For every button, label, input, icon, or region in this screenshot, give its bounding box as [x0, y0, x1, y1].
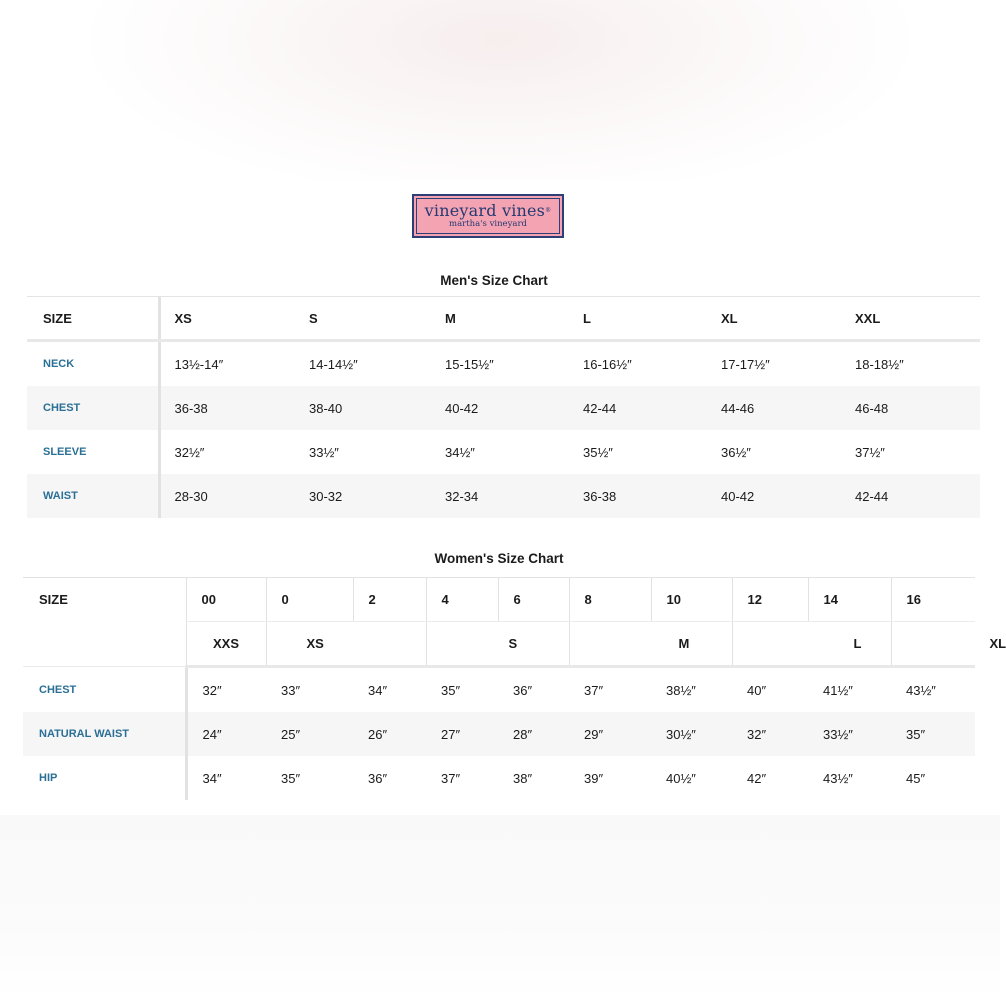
row-label: WAIST [27, 474, 159, 518]
womens-size-chart-title: Women's Size Chart [434, 551, 564, 566]
cell: 25″ [266, 712, 353, 756]
cell: 34″ [186, 756, 266, 800]
cell: 40-42 [707, 474, 841, 518]
cell: 37″ [441, 770, 461, 786]
womens-size-label: SIZE [23, 578, 186, 667]
cell: 27″ [426, 712, 498, 756]
cell: 30-32 [295, 474, 431, 518]
cell: 33½″ [808, 712, 891, 756]
mens-row-sleeve [27, 430, 980, 474]
womens-letter-xl: XL [891, 622, 975, 667]
row-label: CHEST [27, 386, 159, 430]
cell: 40″ [747, 682, 767, 698]
womens-size-16: 16 [891, 578, 975, 622]
cell: 29″ [569, 712, 651, 756]
mens-row-chest [27, 386, 980, 430]
cell: 18-18½″ [855, 356, 904, 372]
womens-size-10: 10 [651, 578, 732, 622]
row-label: HIP [39, 772, 58, 784]
womens-size-6: 6 [498, 578, 569, 622]
cell: 30½″ [651, 712, 732, 756]
cell: 40-42 [431, 386, 569, 430]
cell: 26″ [353, 712, 426, 756]
row-label: NATURAL WAIST [23, 712, 186, 756]
cell: 43½″ [906, 682, 936, 698]
womens-size-12: 12 [732, 578, 808, 622]
mens-size-chart-title: Men's Size Chart [440, 273, 548, 288]
top-background [0, 0, 1000, 180]
cell: 36-38 [569, 474, 707, 518]
cell: 32-34 [431, 474, 569, 518]
cell: 37″ [584, 682, 604, 698]
bottom-background [0, 815, 1000, 1000]
cell: 38-40 [295, 386, 431, 430]
cell: 28″ [498, 712, 569, 756]
row-label: NECK [43, 358, 75, 370]
womens-size-00: 00 [186, 578, 266, 622]
cell: 34½″ [445, 444, 475, 460]
mens-row-neck [27, 341, 980, 387]
cell: 35″ [891, 712, 975, 756]
cell: 17-17½″ [721, 356, 770, 372]
cell: 35″ [441, 682, 461, 698]
registered-mark: ® [545, 206, 552, 214]
cell: 13½-14″ [159, 341, 295, 387]
cell: 36½″ [721, 444, 751, 460]
womens-row-chest [23, 667, 975, 713]
womens-size-14: 14 [808, 578, 891, 622]
cell: 32″ [732, 712, 808, 756]
cell: 46-48 [841, 386, 980, 430]
cell: 36″ [368, 770, 388, 786]
womens-letter-xs: XS [266, 622, 426, 667]
logo-brand-text: vineyard vines [424, 200, 546, 220]
cell: 35½″ [583, 444, 613, 460]
logo-tagline: martha's vineyard [449, 218, 527, 229]
womens-size-table [23, 577, 1006, 800]
womens-letter-l: L [732, 622, 891, 667]
cell: 36-38 [159, 386, 295, 430]
cell: 42″ [747, 770, 767, 786]
cell: 43½″ [823, 770, 853, 786]
mens-size-xl: XL [707, 297, 841, 341]
cell: 32″ [186, 667, 266, 713]
cell: 24″ [186, 712, 266, 756]
mens-size-table [27, 296, 980, 518]
womens-size-8: 8 [569, 578, 651, 622]
womens-size-4: 4 [426, 578, 498, 622]
mens-size-m: M [431, 297, 569, 341]
cell: 41½″ [823, 682, 853, 698]
womens-size-2: 2 [353, 578, 426, 622]
cell: 33″ [281, 682, 301, 698]
brand-logo [412, 194, 564, 238]
cell: 33½″ [309, 444, 339, 460]
womens-letter-xxs: XXS [186, 622, 266, 667]
mens-size-l: L [569, 297, 707, 341]
cell: 45″ [906, 770, 926, 786]
cell: 35″ [281, 770, 301, 786]
womens-letter-s: S [426, 622, 569, 667]
cell: 42-44 [569, 386, 707, 430]
cell: 28-30 [159, 474, 295, 518]
womens-row-hip [23, 756, 975, 800]
cell: 32½″ [159, 430, 295, 474]
cell: 44-46 [707, 386, 841, 430]
cell: 39″ [584, 770, 604, 786]
cell: 42-44 [841, 474, 980, 518]
cell: 16-16½″ [583, 356, 632, 372]
mens-size-xxl: XXL [841, 297, 980, 341]
womens-size-0: 0 [266, 578, 353, 622]
cell: 14-14½″ [309, 356, 358, 372]
womens-row-natural-waist [23, 712, 975, 756]
cell: 15-15½″ [445, 356, 494, 372]
row-label: CHEST [39, 683, 77, 696]
cell: 34″ [368, 682, 388, 698]
mens-header-row [27, 297, 980, 341]
cell: 38½″ [666, 682, 696, 698]
mens-size-label: SIZE [27, 297, 159, 341]
mens-size-s: S [295, 297, 431, 341]
cell: 36″ [513, 682, 533, 698]
cell: 40½″ [666, 770, 696, 786]
cell: 37½″ [855, 444, 885, 460]
womens-numeric-size-row [23, 578, 975, 622]
cell: 38″ [513, 770, 533, 786]
row-label: SLEEVE [43, 446, 87, 458]
mens-size-xs: XS [159, 297, 295, 341]
womens-letter-m: M [569, 622, 732, 667]
mens-row-waist [27, 474, 980, 518]
